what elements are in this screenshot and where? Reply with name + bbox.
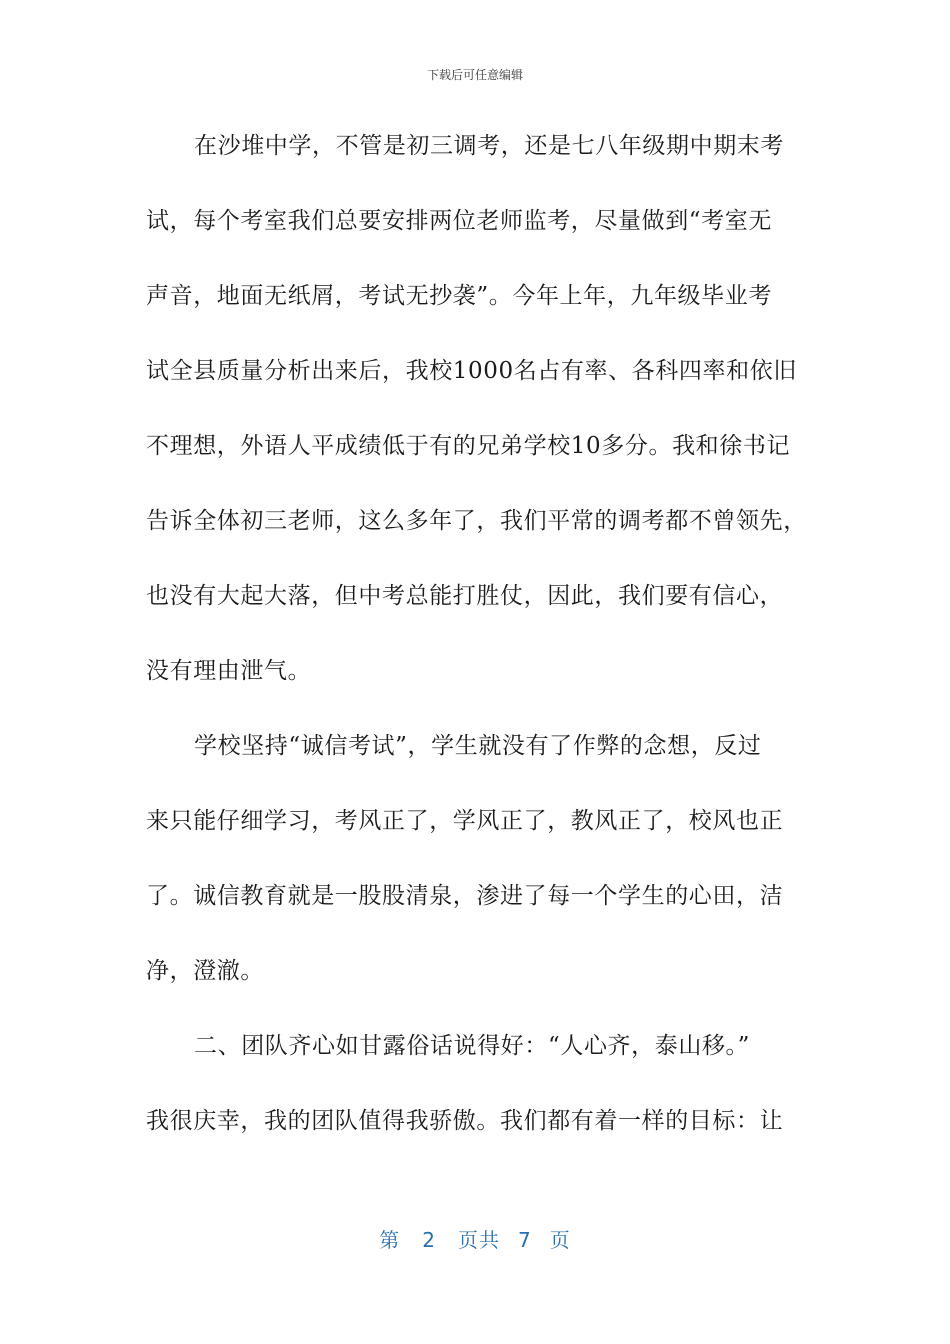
- footer-suffix: 页: [549, 1228, 571, 1252]
- paragraph-line: 净，澄澈。: [146, 958, 264, 984]
- paragraph-line: 学校坚持“诚信考试”，学生就没有了作弊的念想，反过: [194, 733, 762, 759]
- paragraph-line: 也没有大起大落，但中考总能打胜仗，因此，我们要有信心，: [146, 583, 784, 609]
- paragraph-line: 在沙堆中学，不管是初三调考，还是七八年级期中期末考: [194, 133, 784, 159]
- paragraph-line: 不理想，外语人平成绩低于有的兄弟学校10多分。我和徐书记: [146, 433, 791, 459]
- footer-total-pages: 7: [518, 1228, 532, 1252]
- paragraph-line: 没有理由泄气。: [146, 658, 312, 684]
- footer-middle: 页共: [458, 1228, 500, 1252]
- paragraph-line: 二、团队齐心如甘露俗话说得好：“人心齐，泰山移。”: [194, 1033, 751, 1059]
- header-note: 下载后可任意编辑: [426, 68, 523, 82]
- footer-prefix: 第: [379, 1228, 401, 1252]
- paragraph-line: 试全县质量分析出来后，我校1000名占有率、各科四率和依旧: [146, 358, 797, 384]
- paragraph-line: 告诉全体初三老师，这么多年了，我们平常的调考都不曾领先，: [146, 508, 807, 534]
- paragraph-line: 试，每个考室我们总要安排两位老师监考，尽量做到“考室无: [146, 208, 772, 234]
- footer-page-number: 2: [422, 1228, 436, 1252]
- paragraph-line: 了。诚信教育就是一股股清泉，渗进了每一个学生的心田，洁: [146, 883, 784, 909]
- paragraph-line: 声音，地面无纸屑，考试无抄袭”。今年上年，九年级毕业考: [146, 283, 772, 309]
- paragraph-line: 我很庆幸，我的团队值得我骄傲。我们都有着一样的目标：让: [146, 1108, 784, 1134]
- document-body: [146, 126, 806, 1176]
- paragraph-line: 来只能仔细学习，考风正了，学风正了，教风正了，校风也正: [146, 808, 784, 834]
- page-footer: [0, 1224, 950, 1253]
